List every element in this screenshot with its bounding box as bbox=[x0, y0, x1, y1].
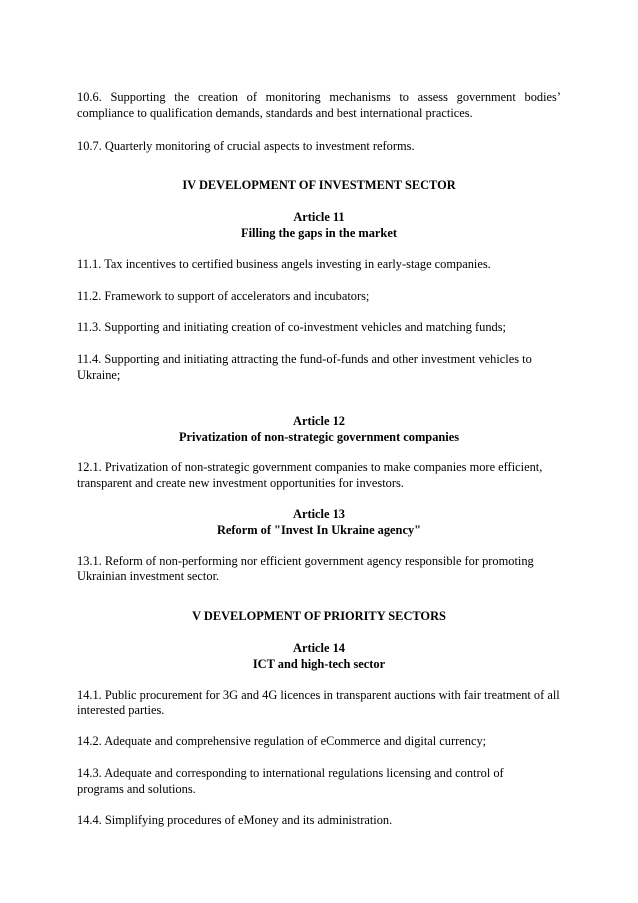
paragraph-14-2: 14.2. Adequate and comprehensive regulation of eCommerce and digital currency; bbox=[77, 734, 487, 749]
paragraph-14-4: 14.4. Simplifying procedures of eMoney and its administration. bbox=[77, 812, 393, 827]
paragraph-10-7: 10.7. Quarterly monitoring of crucial aspects to investment reforms. bbox=[77, 138, 415, 153]
document-page bbox=[77, 90, 561, 828]
paragraph-11-1: 11.1. Tax incentives to certified business angels investing in early-stage companies. bbox=[77, 256, 491, 271]
paragraph-10-6: 10.6. Supporting the creation of monitoring mechanisms to assess government bodies’ compliance to qualification demands, standards and best international practices. bbox=[77, 90, 561, 120]
paragraph-11-2: 11.2. Framework to support of accelerators and incubators; bbox=[77, 288, 370, 303]
section-heading-iv: IV DEVELOPMENT OF INVESTMENT SECTOR bbox=[182, 178, 456, 193]
paragraph-14-3: 14.3. Adequate and corresponding to international regulations licensing and control of programs and solutions. bbox=[77, 765, 504, 796]
article-12-title: Privatization of non-strategic government companies bbox=[178, 429, 460, 444]
article-14-title: ICT and high-tech sector bbox=[252, 656, 386, 671]
article-13-title: Reform of "Invest In Ukraine agency" bbox=[216, 522, 422, 537]
article-11-title: Filling the gaps in the market bbox=[241, 225, 397, 240]
paragraph-11-3: 11.3. Supporting and initiating creation of co-investment vehicles and matching funds; bbox=[77, 320, 506, 335]
article-14-number: Article 14 bbox=[293, 640, 345, 655]
section-heading-v: V DEVELOPMENT OF PRIORITY SECTORS bbox=[192, 609, 446, 624]
paragraph-14-1: 14.1. Public procurement for 3G and 4G licences in transparent auctions with fair treatment of all interested parties. bbox=[77, 687, 560, 718]
paragraph-13-1: 13.1. Reform of non-performing nor efficient government agency responsible for promoting Ukrainian investment sector. bbox=[77, 553, 534, 584]
article-13-number: Article 13 bbox=[293, 506, 345, 521]
paragraph-12-1: 12.1. Privatization of non-strategic government companies to make companies more efficient, transparent and create new investment opportunities for investors. bbox=[77, 460, 543, 491]
paragraph-11-4: 11.4. Supporting and initiating attracting the fund-of-funds and other investment vehicles to Ukraine; bbox=[77, 352, 532, 382]
article-12-number: Article 12 bbox=[293, 413, 345, 428]
article-11-number: Article 11 bbox=[293, 210, 345, 225]
